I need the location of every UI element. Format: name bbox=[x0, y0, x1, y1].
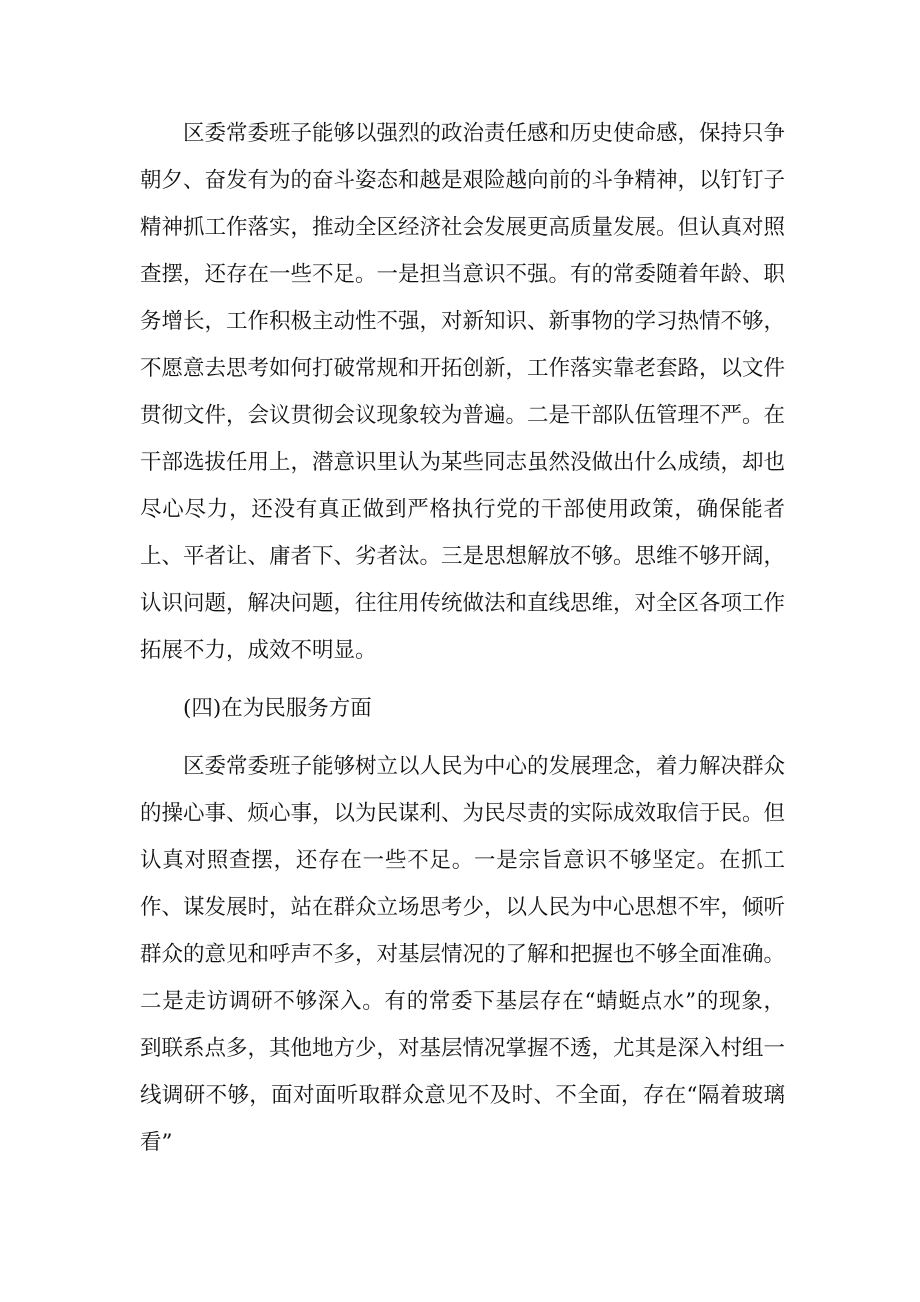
document-body bbox=[140, 110, 785, 1166]
section-heading-service: (四)在为民服务方面 bbox=[183, 696, 372, 721]
body-paragraph-service: 区委常委班子能够树立以人民为中心的发展理念，着力解决群众的操心事、烦心事，以为民谋利、为民尽责的实际成效取信于民。但认真对照查摆，还存在一些不足。一是宗旨意识不够坚定。在抓工作、谋发展时，站在群众立场思考少，以人民为中心思想不牢，倾听群众的意见和呼声不多，对基层情况的了解和把握也不够全面准确。二是走访调研不够深入。有的常委下基层存在“蜻蜓点水”的现象，到联系点多，其他地方少，对基层情况掌握不透，尤其是深入村组一线调研不够，面对面听取群众意见不及时、不全面，存在“隔着玻璃看” bbox=[140, 754, 786, 1155]
body-paragraph-leadership: 区委常委班子能够以强烈的政治责任感和历史使命感，保持只争朝夕、奋发有为的奋斗姿态和越是艰险越向前的斗争精神，以钉钉子精神抓工作落实，推动全区经济社会发展更高质量发展。但认真对照查摆，还存在一些不足。一是担当意识不强。有的常委随着年龄、职务增长，工作积极主动性不强，对新知识、新事物的学习热情不够，不愿意去思考如何打破常规和开拓创新，工作落实靠老套路，以文件贯彻文件，会议贯彻会议现象较为普遍。二是干部队伍管理不严。在干部选拔任用上，潜意识里认为某些同志虽然没做出什么成绩，却也尽心尽力，还没有真正做到严格执行党的干部使用政策，确保能者上、平者让、庸者下、劣者汰。三是思想解放不够。思维不够开阔，认识问题，解决问题，往往用传统做法和直线思维，对全区各项工作拓展不力，成效不明显。 bbox=[140, 121, 786, 663]
